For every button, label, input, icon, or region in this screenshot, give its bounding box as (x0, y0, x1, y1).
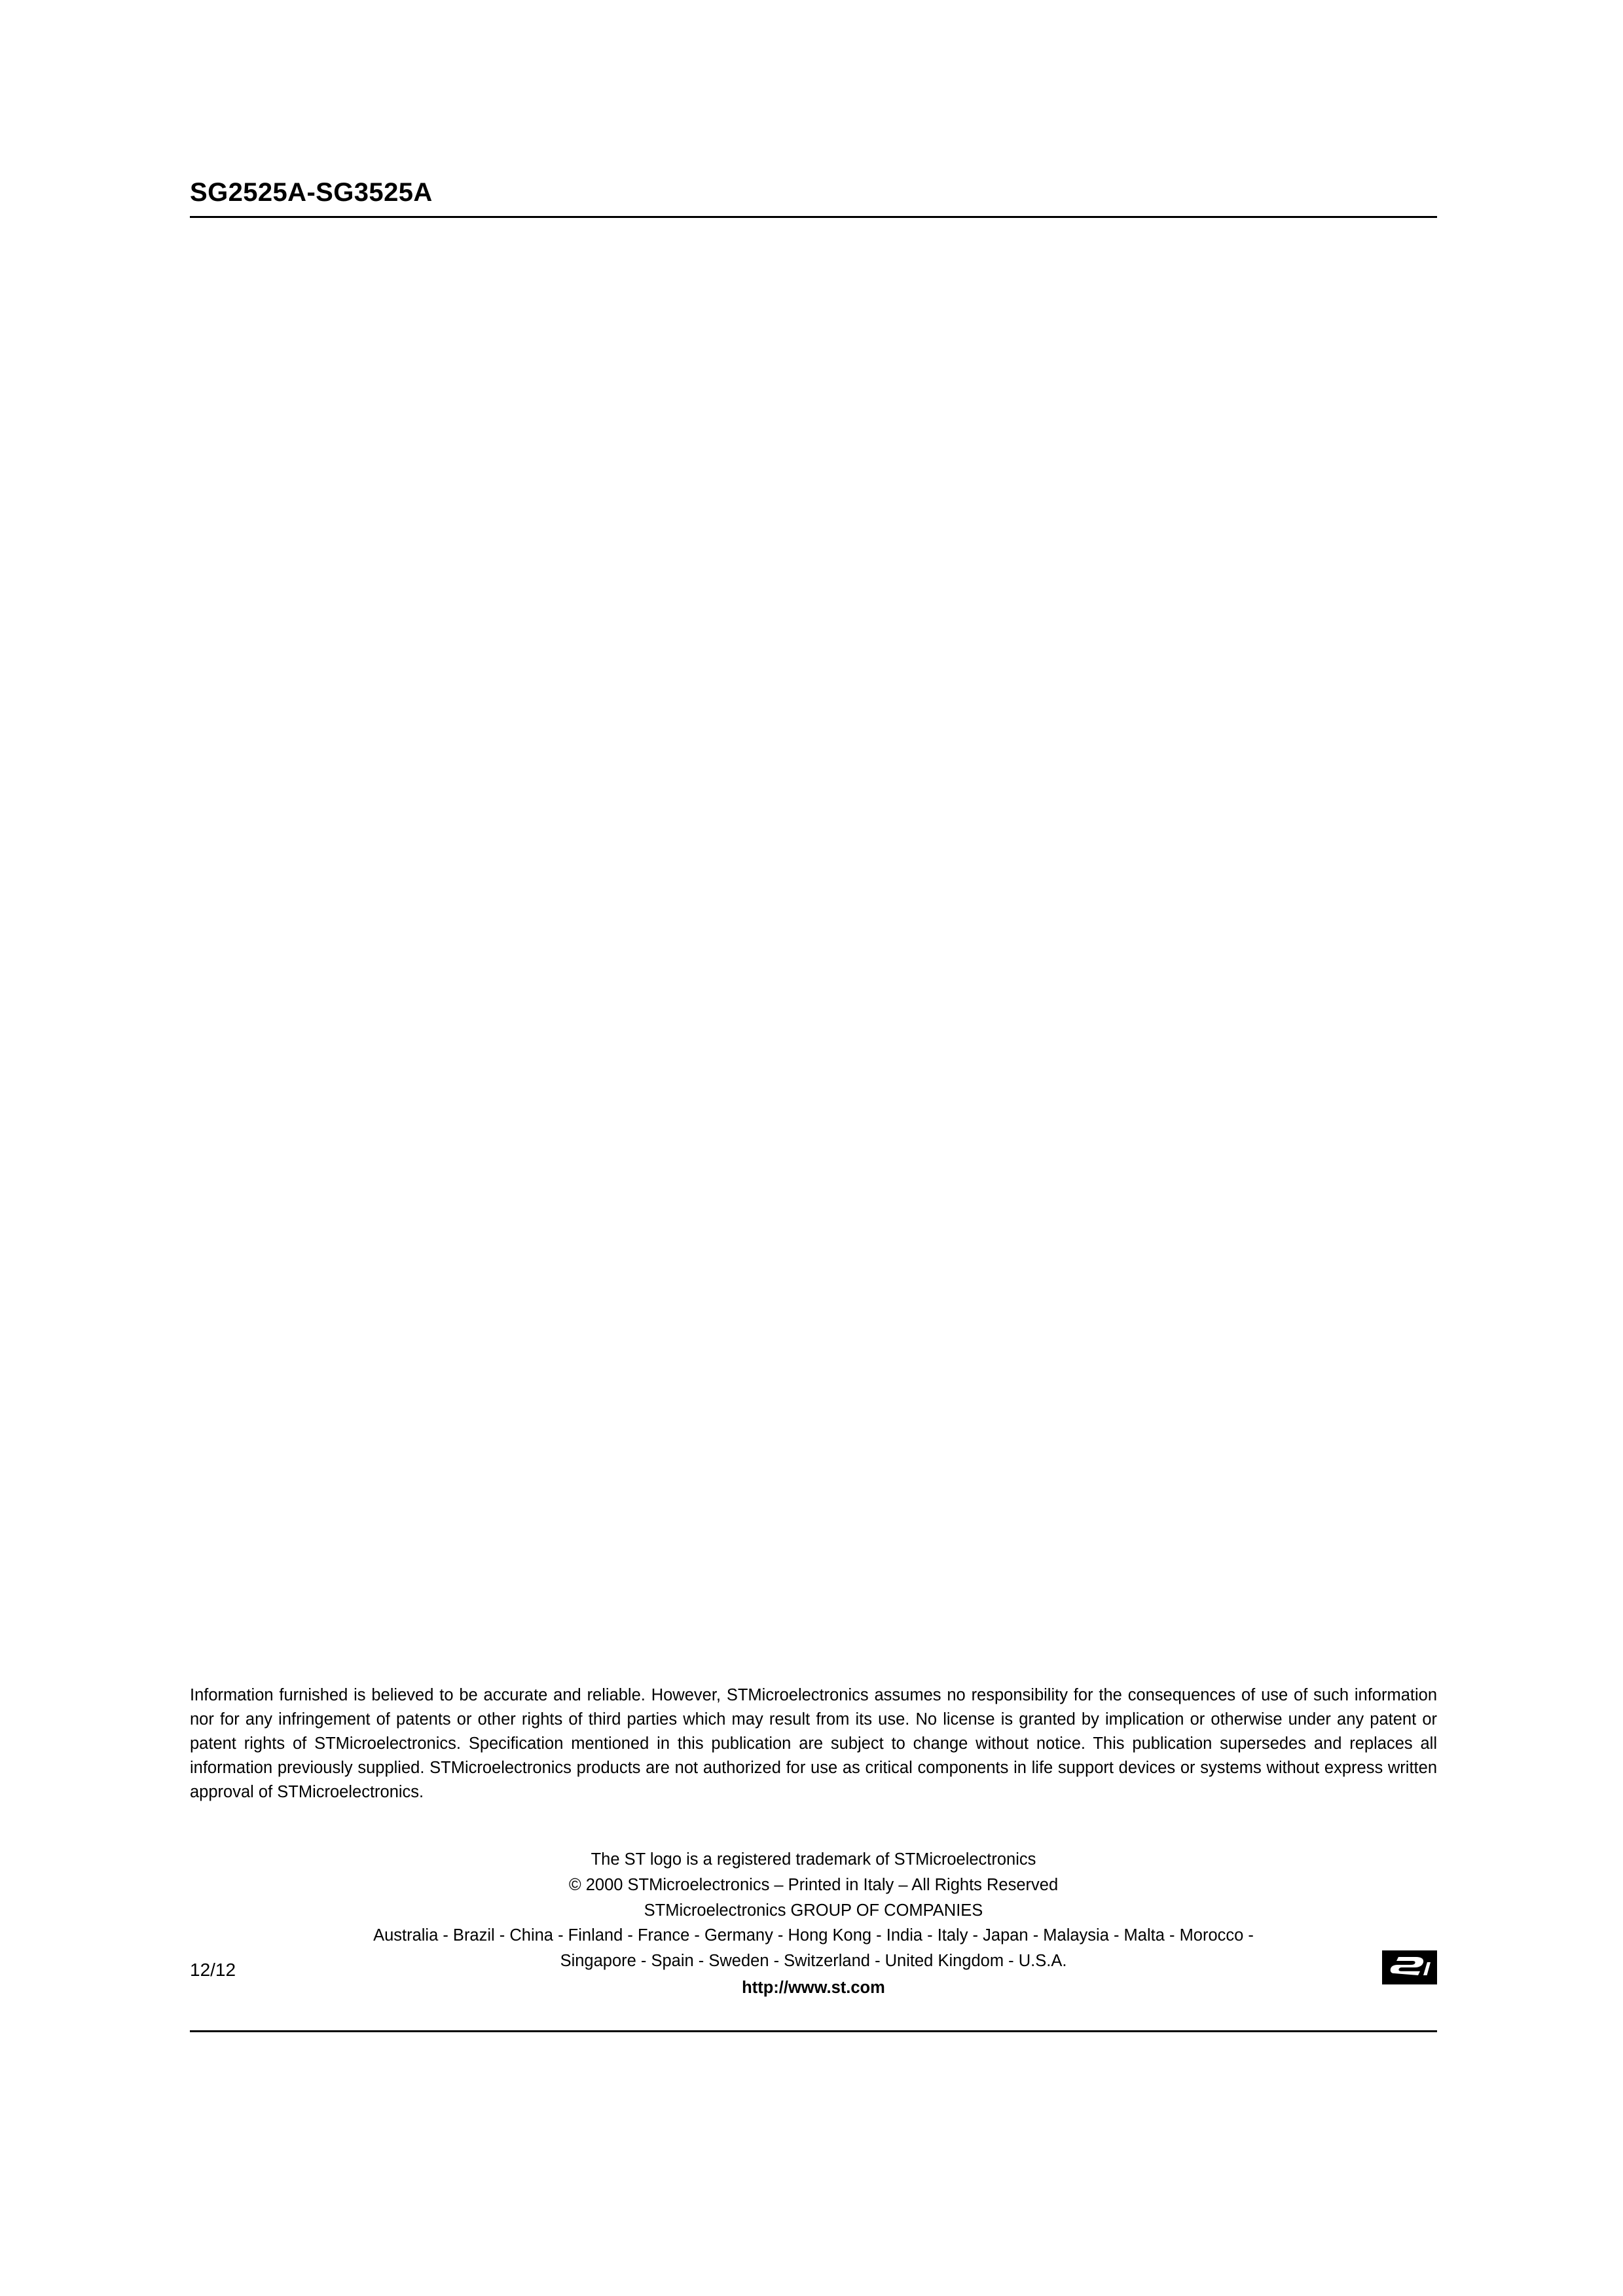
st-logo (1382, 1950, 1437, 1984)
website-link[interactable]: http://www.st.com (742, 1978, 885, 1997)
page-header (190, 178, 1437, 218)
legal-block (190, 1847, 1437, 2001)
group-of-companies-line: STMicroelectronics GROUP OF COMPANIES (644, 1901, 983, 1920)
footer-divider (190, 2030, 1437, 2032)
copyright-line: © 2000 STMicroelectronics – Printed in Italy – All Rights Reserved (568, 1875, 1059, 1894)
page-number: 12/12 (190, 1960, 236, 1980)
trademark-line: The ST logo is a registered trademark of STMicroelectronics (591, 1850, 1036, 1869)
disclaimer-block (190, 1683, 1437, 1804)
page-title: SG2525A-SG3525A (190, 178, 433, 207)
header-divider (190, 216, 1437, 218)
disclaimer-text: Information furnished is believed to be accurate and reliable. However, STMicroelectronics assumes no responsibility for the consequences of use of such information nor for any infringement of patents or other rights of third parties which may result from its use. No license is granted by implication or otherwise under any patent or patent rights of STMicroelectronics. Specification mentioned in this publication are subject to change without notice. This publication supersedes and replaces all information previously supplied. STMicroelectronics products are not authorized for use as critical components in life support devices or systems without express written approval of STMicroelectronics. (190, 1686, 1437, 1801)
countries-line-1: Australia - Brazil - China - Finland - France - Germany - Hong Kong - India - Italy - Japan - Malaysia - Malta - Morocco - (373, 1926, 1254, 1945)
countries-line-2: Singapore - Spain - Sweden - Switzerland - United Kingdom - U.S.A. (560, 1952, 1067, 1970)
